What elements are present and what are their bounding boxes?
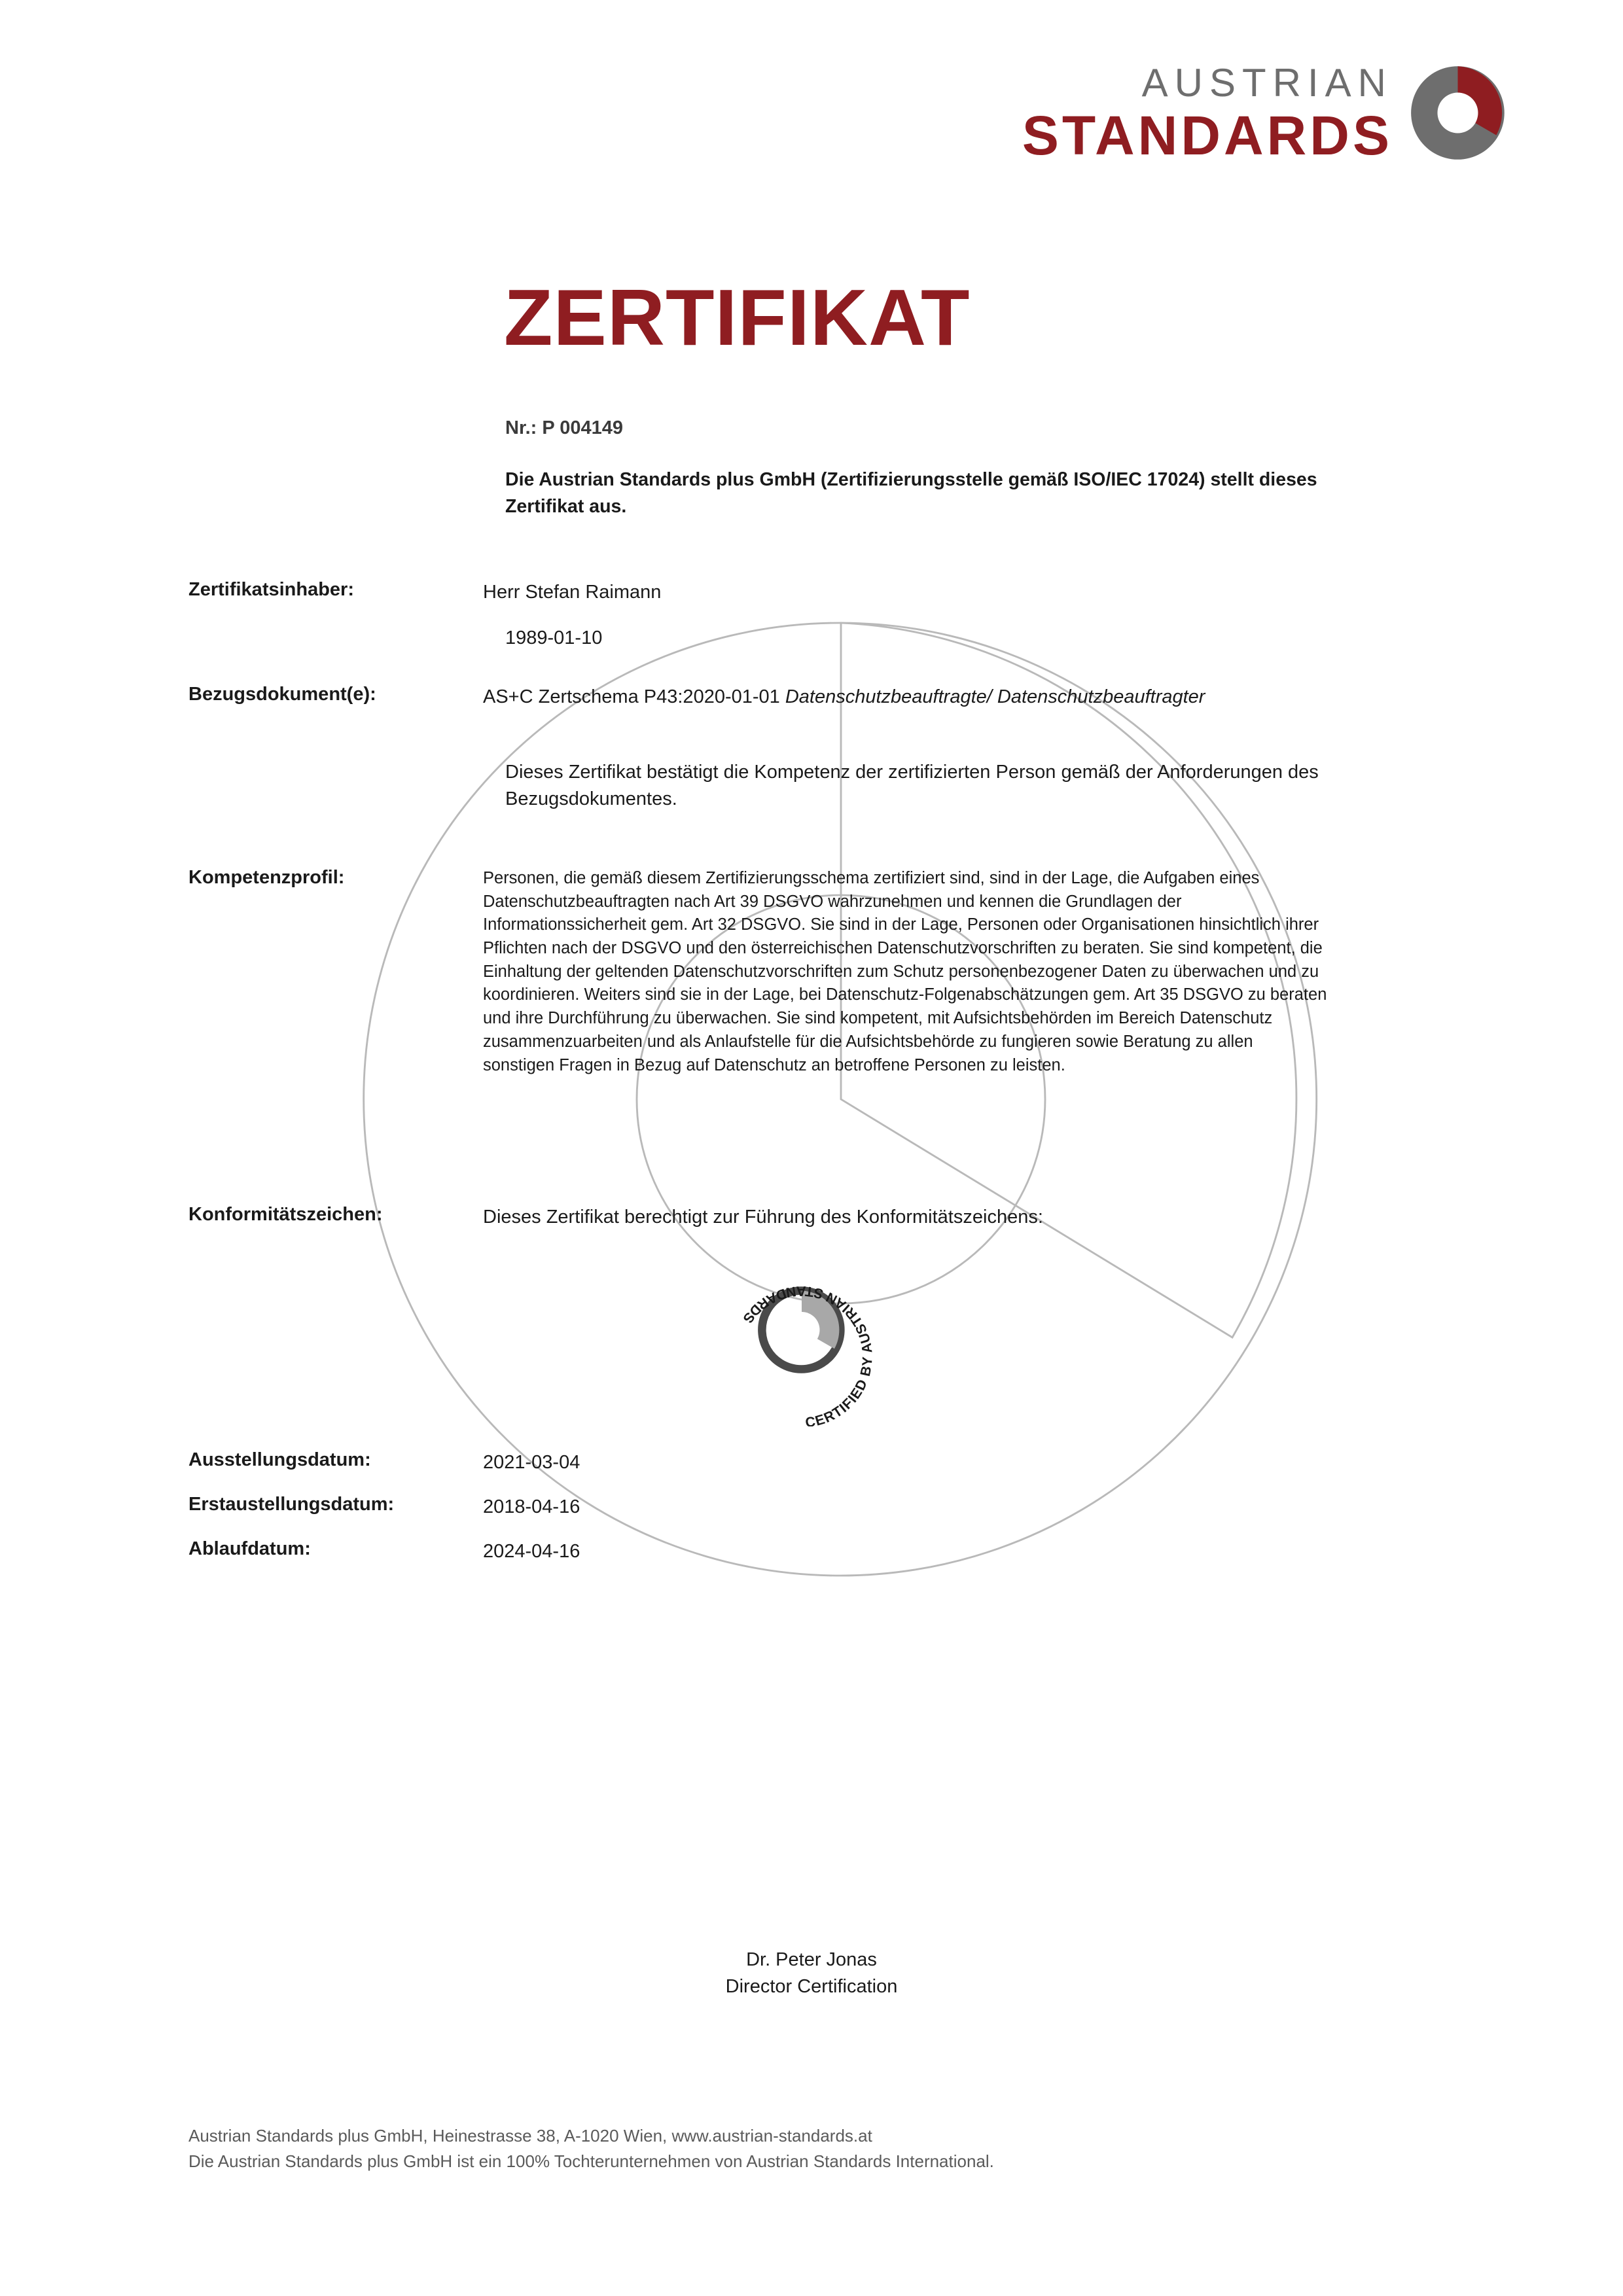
row-certificate-holder	[188, 579, 661, 606]
row-issue-date	[188, 1449, 580, 1476]
brand-logo-standards: STANDARDS	[1022, 104, 1393, 166]
austrian-standards-circle-logo-icon	[1407, 62, 1508, 164]
brand-logo-austrian: AUSTRIAN	[1141, 60, 1393, 105]
value-competence-profile: Personen, die gemäß diesem Zertifizierungsschema zertifiziert sind, sind in der Lage, die Aufgaben eines Datenschutzbeauftragten nach Art 39 DSGVO wahrzunehmen und kennen die Grundlagen der Informationssicherheit gem. Art 32 DSGVO. Sie sind in der Lage, Personen oder Organisationen hinsichtlich ihrer Pflichten nach der DSGVO und den österreichischen Datenschutzvorschriften zu beraten. Sie sind kompetent, die Einhaltung der geltenden Datenschutzvorschriften zum Schutz personenbezogener Daten zu überwachen und zu koordinieren. Weiters sind sie in der Lage, bei Datenschutz-Folgenabschätzungen gem. Art 35 DSGVO zu beraten und ihre Durchführung zu überwachen. Sie sind kompetent, mit Aufsichtsbehörden im Bereich Datenschutz zusammenzuarbeiten und als Anlaufstelle für die Aufsichtsbehörde zu fungieren sowie Beratung zu allen sonstigen Fragen in Bezug auf Datenschutz an betroffene Personen zu leisten.	[483, 869, 1327, 1074]
row-reference-document	[188, 684, 1334, 711]
issuer-statement: Die Austrian Standards plus GmbH (Zertifizierungsstelle gemäß ISO/IEC 17024) stellt dieses Zertifikat aus.	[505, 469, 1317, 518]
value-conformity-mark: Dieses Zertifikat berechtigt zur Führung des Konformitätszeichens:	[483, 1207, 1043, 1227]
row-birthdate	[505, 625, 602, 652]
value-birthdate: 1989-01-10	[505, 627, 603, 648]
label-first-issue-date: Erstaustellungsdatum:	[188, 1494, 395, 1515]
label-competence-profile: Kompetenzprofil:	[188, 867, 345, 888]
value-reference-document	[483, 684, 1334, 711]
label-issue-date: Ausstellungsdatum:	[188, 1449, 371, 1470]
conformity-mark-icon	[694, 1263, 910, 1426]
label-reference-document: Bezugsdokument(e):	[188, 684, 376, 705]
row-expiry-date	[188, 1538, 580, 1565]
label-conformity-mark: Konformitätszeichen:	[188, 1204, 383, 1225]
signature-name: Dr. Peter Jonas	[746, 1949, 877, 1970]
brand-logo-text	[1022, 60, 1393, 166]
value-certificate-holder: Herr Stefan Raimann	[483, 582, 662, 603]
value-expiry-date: 2024-04-16	[483, 1541, 580, 1562]
row-conformity-mark	[188, 1204, 1334, 1231]
brand-logo	[1022, 62, 1508, 164]
value-reference-note: Dieses Zertifikat bestätigt die Kompetenz der zertifizierten Person gemäß der Anforderungen des Bezugsdokumentes.	[505, 762, 1319, 810]
footer	[188, 2123, 994, 2174]
footer-address-line: Austrian Standards plus GmbH, Heinestrasse 38, A-1020 Wien, www.austrian-standards.at	[188, 2126, 872, 2146]
row-reference-note	[505, 759, 1356, 813]
page-title: ZERTIFIKAT	[504, 273, 971, 362]
value-first-issue-date: 2018-04-16	[483, 1496, 580, 1517]
value-issue-date: 2021-03-04	[483, 1452, 580, 1473]
reference-document-code: AS+C Zertschema P43:2020-01-01	[483, 686, 785, 707]
row-competence-profile	[188, 867, 1327, 1077]
row-first-issue-date	[188, 1494, 580, 1521]
signature-role: Director Certification	[725, 1976, 898, 1998]
certificate-number: Nr.: P 004149	[505, 417, 624, 438]
svg-text:CERTIFIED BY AUSTRIAN STANDARD: CERTIFIED BY AUSTRIAN STANDARDS	[739, 1283, 876, 1426]
footer-ownership-line: Die Austrian Standards plus GmbH ist ein 100% Tochterunternehmen von Austrian Standards International.	[188, 2151, 994, 2171]
label-expiry-date: Ablaufdatum:	[188, 1538, 311, 1559]
label-certificate-holder: Zertifikatsinhaber:	[188, 579, 354, 600]
signature-block	[0, 1947, 1623, 2000]
reference-document-title: Datenschutzbeauftragte/ Datenschutzbeauftragter	[785, 686, 1205, 707]
